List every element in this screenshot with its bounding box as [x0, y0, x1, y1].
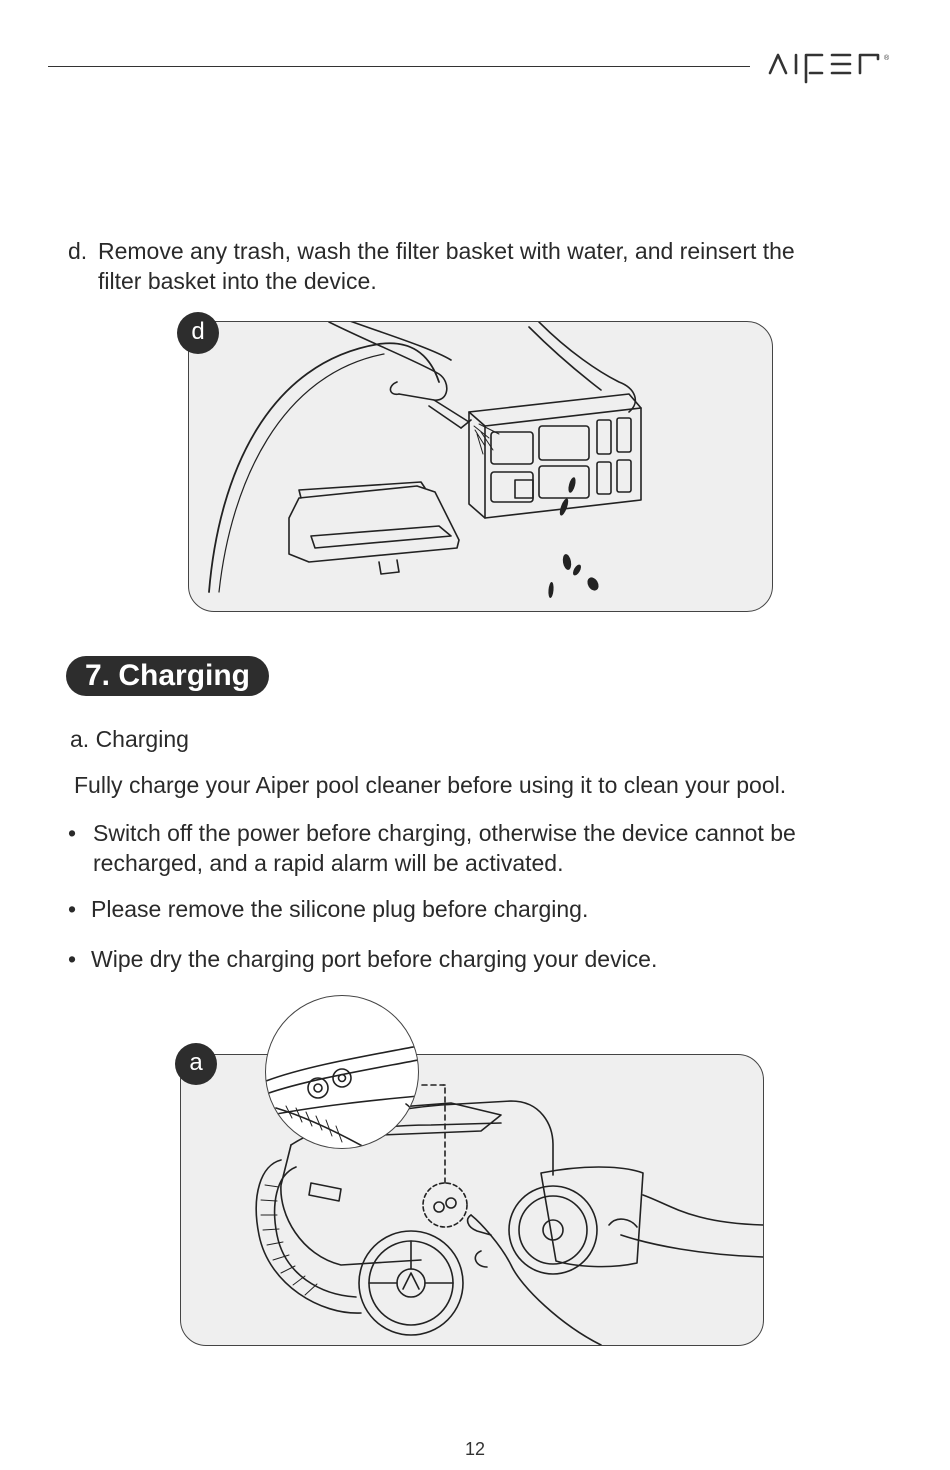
charging-intro: Fully charge your Aiper pool cleaner before using it to clean your pool.: [74, 772, 787, 798]
charging-port-illustration: [180, 1054, 764, 1346]
figure-label-a: a: [175, 1043, 217, 1085]
step-d-instruction: [68, 236, 888, 296]
bullet-item: [68, 818, 888, 878]
svg-text:®: ®: [884, 55, 890, 62]
header-rule: [48, 66, 750, 67]
bullet-symbol: •: [68, 946, 77, 972]
figure-label-d: d: [177, 312, 219, 354]
bullet-item: [68, 894, 768, 924]
filter-basket-wash-illustration: [188, 321, 773, 612]
bullet-symbol: •: [68, 820, 77, 846]
bullet-line-1: Please remove the silicone plug before charging.: [91, 896, 589, 922]
step-marker: d.: [68, 238, 88, 264]
bullet-line-1: Switch off the power before charging, otherwise the device cannot be: [93, 820, 796, 846]
step-d-line-1: Remove any trash, wash the filter basket with water, and reinsert the: [98, 238, 795, 264]
bullet-item: [68, 944, 768, 974]
step-d-line-2: filter basket into the device.: [98, 268, 377, 294]
bullet-line-2: recharged, and a rapid alarm will be activated.: [93, 850, 564, 876]
page-number: 12: [464, 1439, 486, 1459]
aiper-logo: [766, 48, 906, 88]
charging-port-zoom-detail: [265, 995, 419, 1149]
section-title-charging: 7. Charging: [66, 656, 269, 696]
bullet-symbol: •: [68, 896, 77, 922]
sub-heading-charging: a. Charging: [70, 726, 189, 752]
bullet-line-1: Wipe dry the charging port before charging your device.: [91, 946, 658, 972]
